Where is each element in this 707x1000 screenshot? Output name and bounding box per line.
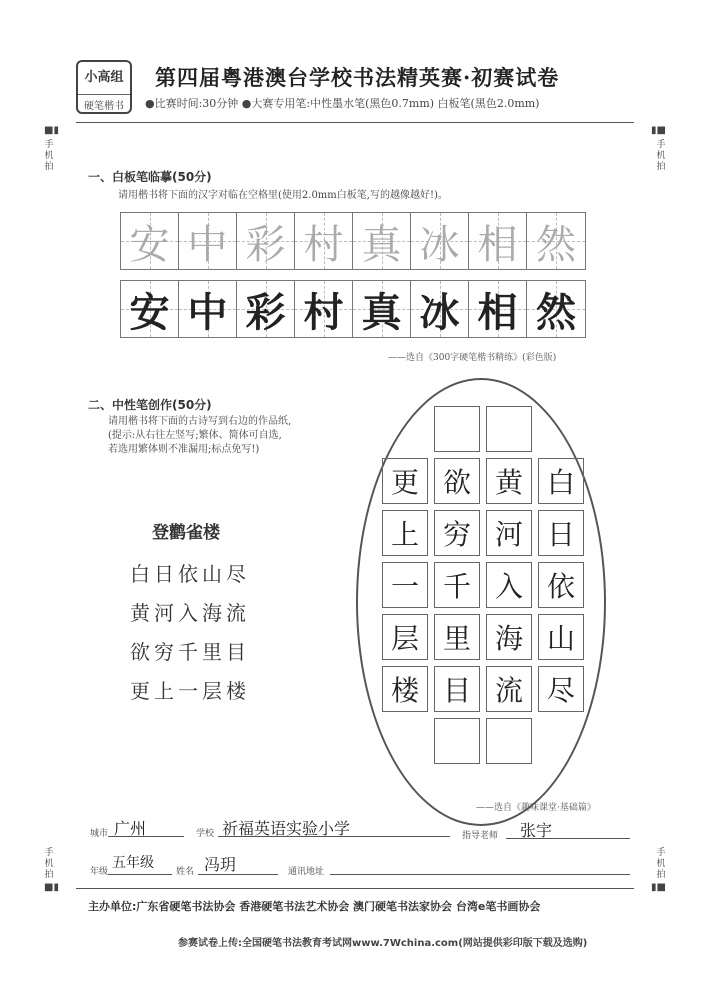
footer-divider xyxy=(76,888,634,889)
trace-char: 安 xyxy=(129,221,170,268)
trace-cell xyxy=(237,213,295,269)
trace-char: 村 xyxy=(303,221,344,268)
practice-cell[interactable] xyxy=(237,281,295,337)
practice-char: 然 xyxy=(536,289,576,336)
practice-char: 彩 xyxy=(245,289,286,336)
work-char-box[interactable]: 入 xyxy=(486,562,532,608)
trace-cell xyxy=(295,213,353,269)
work-char-box[interactable]: 流 xyxy=(486,666,532,712)
practice-cell[interactable] xyxy=(295,281,353,337)
side-label-left-bottom: 手机拍 xyxy=(44,848,54,880)
trace-cell xyxy=(469,213,527,269)
work-char-box[interactable]: 层 xyxy=(382,614,428,660)
poem-line: 白日依山尽 xyxy=(130,562,250,586)
practice-char: 相 xyxy=(477,289,518,336)
city-label: 城市 xyxy=(90,829,109,839)
work-char-box[interactable]: 黄 xyxy=(486,458,532,504)
work-char-box[interactable]: 山 xyxy=(538,614,584,660)
grade-value[interactable]: 五年级 xyxy=(112,855,154,871)
work-char-box[interactable]: 海 xyxy=(486,614,532,660)
practice-row xyxy=(120,280,586,338)
city-underline xyxy=(108,836,184,837)
side-label-right-bottom: 手机拍 xyxy=(656,848,666,880)
name-label: 姓名 xyxy=(176,867,195,877)
trace-cell xyxy=(411,213,469,269)
section1-instruction: 请用楷书将下面的汉字对临在空格里(使用2.0mm白板笔,写的越像越好!)。 xyxy=(118,190,448,201)
practice-cell[interactable] xyxy=(121,281,179,337)
practice-cell[interactable] xyxy=(411,281,469,337)
poem-line: 更上一层楼 xyxy=(130,679,250,703)
work-empty-box[interactable] xyxy=(486,718,532,764)
poem-title: 登鹳雀楼 xyxy=(152,523,220,543)
trace-char: 彩 xyxy=(245,221,286,268)
work-empty-box[interactable] xyxy=(434,718,480,764)
school-value[interactable]: 祈福英语实验小学 xyxy=(222,819,351,838)
work-char-box[interactable]: 目 xyxy=(434,666,480,712)
trace-cell xyxy=(527,213,585,269)
section2-heading: 二、中性笔创作(50分) xyxy=(88,398,212,412)
name-value[interactable]: 冯玥 xyxy=(204,855,237,874)
trace-cell xyxy=(121,213,179,269)
section2-instruction-3: 若选用繁体则不准漏用;标点免写!) xyxy=(108,444,260,455)
side-label-left-top: 手机拍 xyxy=(44,140,54,172)
organizers: 主办单位:广东省硬笔书法协会 香港硬笔书法艺术协会 澳门硬笔书法家协会 台湾e笔书画协会 xyxy=(88,900,541,913)
teacher-value[interactable]: 张宇 xyxy=(520,821,553,840)
work-char-box[interactable]: 穷 xyxy=(434,510,480,556)
poem-line: 欲穷千里目 xyxy=(130,640,250,664)
trace-char: 真 xyxy=(361,221,402,268)
section2-instruction-1: 请用楷书将下面的古诗写到右边的作品纸, xyxy=(108,416,292,427)
teacher-label: 指导老师 xyxy=(462,831,499,841)
header-divider xyxy=(76,122,634,123)
name-underline xyxy=(198,874,278,875)
work-char-box[interactable]: 更 xyxy=(382,458,428,504)
upload-note: 参赛试卷上传:全国硬笔书法教育考试网www.7Wchina.com(网站提供彩印版下载及选购) xyxy=(178,938,588,949)
work-char-box[interactable]: 欲 xyxy=(434,458,480,504)
teacher-underline xyxy=(506,838,630,839)
school-label: 学校 xyxy=(196,829,215,839)
practice-cell[interactable] xyxy=(353,281,411,337)
trace-char: 冰 xyxy=(419,221,460,268)
practice-cell[interactable] xyxy=(179,281,237,337)
grade-underline xyxy=(108,874,172,875)
badge-group-label: 小高组 xyxy=(84,70,124,85)
practice-char: 中 xyxy=(187,289,228,336)
work-char-box[interactable]: 楼 xyxy=(382,666,428,712)
trace-char: 然 xyxy=(536,221,576,268)
badge-style-label: 硬笔楷书 xyxy=(78,94,130,112)
work-char-box[interactable]: 里 xyxy=(434,614,480,660)
practice-char: 村 xyxy=(303,289,344,336)
exam-title: 第四届粤港澳台学校书法精英赛·初赛试卷 xyxy=(155,65,560,90)
work-char-box[interactable]: 千 xyxy=(434,562,480,608)
practice-char: 冰 xyxy=(419,289,460,336)
section1-heading: 一、白板笔临摹(50分) xyxy=(88,170,212,184)
grade-label: 年级 xyxy=(90,867,109,877)
section2-source: ——选自《趣味课堂·基础篇》 xyxy=(476,803,596,813)
trace-char: 中 xyxy=(187,221,228,268)
section1-source: ——选自《300字硬笔楷书精练》(彩色版) xyxy=(388,353,557,363)
group-badge xyxy=(76,60,132,114)
work-char-box[interactable]: 依 xyxy=(538,562,584,608)
address-label: 通讯地址 xyxy=(288,867,325,877)
side-label-right-top: 手机拍 xyxy=(656,140,666,172)
poem-line: 黄河入海流 xyxy=(130,601,250,625)
city-value[interactable]: 广州 xyxy=(114,819,147,838)
school-underline xyxy=(218,836,450,837)
work-empty-box[interactable] xyxy=(486,406,532,452)
phone-icon: ■▮ xyxy=(44,882,59,893)
trace-cell xyxy=(179,213,237,269)
practice-char: 真 xyxy=(361,289,402,336)
phone-icon: ▮■ xyxy=(651,125,666,136)
work-char-box[interactable]: 上 xyxy=(382,510,428,556)
work-char-box[interactable]: 河 xyxy=(486,510,532,556)
trace-row xyxy=(120,212,586,270)
work-char-box[interactable]: 尽 xyxy=(538,666,584,712)
practice-cell[interactable] xyxy=(469,281,527,337)
trace-char: 相 xyxy=(477,221,518,268)
work-char-box[interactable]: 日 xyxy=(538,510,584,556)
practice-cell[interactable] xyxy=(527,281,585,337)
trace-cell xyxy=(353,213,411,269)
work-char-box[interactable]: 白 xyxy=(538,458,584,504)
phone-icon: ▮■ xyxy=(651,882,666,893)
work-char-box[interactable]: 一 xyxy=(382,562,428,608)
work-empty-box[interactable] xyxy=(434,406,480,452)
section2-instruction-2: (提示:从右往左竖写;繁体、简体可自选, xyxy=(108,430,282,441)
phone-icon: ■▮ xyxy=(44,125,59,136)
exam-subtitle: ●比赛时间:30分钟 ●大赛专用笔:中性墨水笔(黑色0.7mm) 白板笔(黑色2.0mm) xyxy=(145,97,540,110)
address-underline xyxy=(330,874,630,875)
practice-char: 安 xyxy=(129,289,170,336)
